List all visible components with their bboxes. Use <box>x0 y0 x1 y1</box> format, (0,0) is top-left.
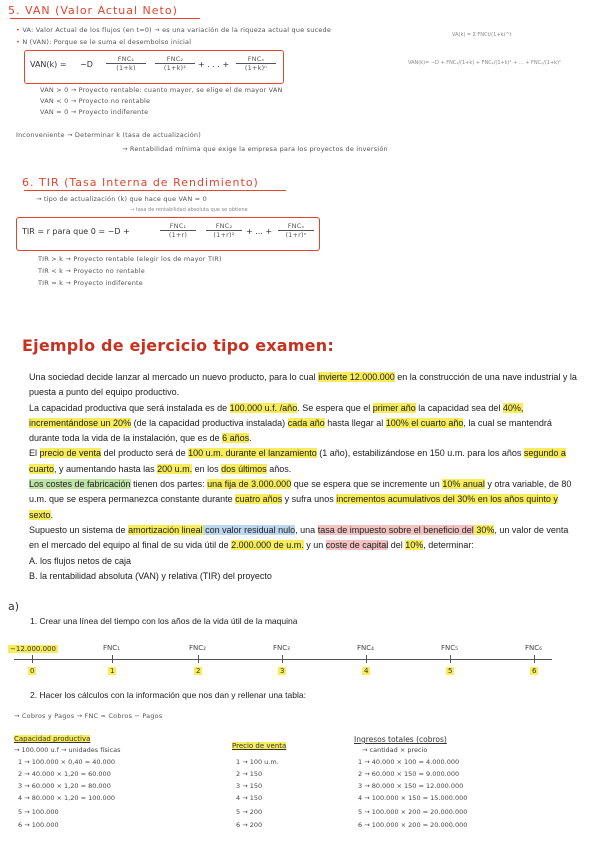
timeline-axis <box>14 659 552 660</box>
tir-line-1: → tipo de actualización (k) que hace que VAN = 0 <box>36 195 207 203</box>
tick-6 <box>534 655 535 663</box>
timeline-fnc-2: FNC₂ <box>189 644 206 652</box>
tick-1 <box>112 655 113 663</box>
tir-rule-2: TIR < k → Proyecto no rentable <box>38 267 145 275</box>
year-5: 5 <box>448 667 453 675</box>
tir-term-n: FNCₙ (1+r)ⁿ <box>278 222 314 239</box>
timeline-initial-investment: −12.000.000 <box>10 645 56 653</box>
step-2: 2. Hacer los cálculos con la información que nos dan y rellenar una tabla: <box>30 690 306 700</box>
question-b: B. la rentabilidad absoluta (VAN) y relativa (TIR) del proyecto <box>29 570 272 581</box>
col-ingresos-row: 2 → 60.000 × 150 = 9.000.000 <box>358 770 460 778</box>
van-inconveniente: Inconveniente → Determinar k (tasa de actualización) <box>16 131 201 139</box>
col-precio-head: Precio de venta <box>232 742 287 750</box>
tir-line-2: → tasa de rentabilidad absoluta que se obtiene <box>130 207 248 213</box>
paragraph-capacity: La capacidad productiva que será instalada es de 100.000 u.f. /año. Se espera que el primer año la capacidad sea del 40%, incrementándose un 20% (de la capacidad productiva instalada) cada año hasta llegar al 100% el cuarto año, la cual se mantendrá durante toda la vida de la instalación, que es de 6 años. <box>29 402 552 444</box>
part-a-label: a) <box>8 600 20 613</box>
van-formula-dots: + . . . + <box>198 60 230 69</box>
tick-4 <box>366 655 367 663</box>
van-bullet-1: • VA: Valor Actual de los flujos (en t=0) → es una variación de la riqueza actual que sucede <box>16 26 332 34</box>
timeline-fnc-1: FNC₁ <box>103 644 120 652</box>
tick-3 <box>282 655 283 663</box>
tick-5 <box>450 655 451 663</box>
col-capacidad-row: 1 → 100.000 × 0,40 = 40.000 <box>18 758 115 766</box>
van-rule-1: VAN > 0 → Proyecto rentable: cuanto mayor, se elige el de mayor VAN <box>40 86 283 94</box>
timeline-fnc-6: FNC₆ <box>525 644 542 652</box>
step-1: 1. Crear una línea del tiempo con los años de la vida útil de la maquina <box>30 616 298 626</box>
col-ingresos-sub: → cantidad × precio <box>362 746 428 754</box>
paragraph-costs: Los costes de fabricación tienen dos partes: una fija de 3.000.000 que se espera que se incremente un 10% anual y otra variable, de 80 u.m. que se espera permanezca constante durante cuatro años y sufra unos incrementos acumulativos del 30% en los años quinto y sexto. <box>29 479 572 520</box>
year-4: 4 <box>364 667 369 675</box>
col-capacidad-row: 2 → 40.000 × 1,20 = 60.000 <box>18 770 111 778</box>
col-precio-row: 5 → 200 <box>236 808 263 816</box>
tir-term-1: FNC₁ (1+r) <box>160 222 196 239</box>
col-ingresos-row: 6 → 100.000 × 200 = 20.000.000 <box>358 821 468 829</box>
tir-rule-3: TIR = k → Proyecto indiferente <box>38 279 143 287</box>
van-bullet-2: • N (VAN): Porque se le suma el desembolso inicial <box>16 38 192 46</box>
van-term-n: FNCₙ (1+k)ⁿ <box>236 55 276 72</box>
exam-title: Ejemplo de ejercicio tipo examen: <box>22 336 334 355</box>
cobros-pagos-line: → Cobros y Pagos → FNC = Cobros − Pagos <box>14 712 163 720</box>
col-precio-row: 6 → 200 <box>236 821 263 829</box>
van-rentabilidad-minima: → Rentabilidad mínima que exige la empresa para los proyectos de inversión <box>122 145 388 153</box>
van-formula-lhs: VAN(k) = <box>30 60 67 69</box>
van-term-2: FNC₂ (1+k)² <box>155 55 195 72</box>
col-capacidad-row: 4 → 80.000 × 1,20 = 100.000 <box>18 794 115 802</box>
tir-formula-lhs: TIR = r para que 0 = −D + <box>22 227 130 236</box>
paragraph-investment: Una sociedad decide lanzar al mercado un nuevo producto, para lo cual invierte 12.000.000 en la construcción de una nave industrial y la puesta a punto del equipo productivo. <box>29 372 577 398</box>
col-precio-row: 2 → 150 <box>236 770 263 778</box>
van-term-1: FNC₁ (1+k) <box>106 55 146 72</box>
van-side-note-1: VA(k) = Σ FNCt/(1+k)^t <box>452 32 512 38</box>
tir-heading: 6. TIR (Tasa Interna de Rendimiento) <box>22 176 259 189</box>
tir-heading-underline <box>24 190 286 191</box>
van-rule-3: VAN = 0 → Proyecto indiferente <box>40 108 149 116</box>
tir-formula-dots: + ... + <box>246 227 273 236</box>
col-capacidad-row: 5 → 100.000 <box>18 808 59 816</box>
tir-rule-1: TIR > k → Proyecto rentable (elegir los de mayor TIR) <box>38 255 222 263</box>
col-capacidad-row: 6 → 100.000 <box>18 821 59 829</box>
exam-statement <box>29 370 577 584</box>
col-ingresos-row: 1 → 40.000 × 100 = 4.000.000 <box>358 758 460 766</box>
van-formula-d: −D <box>80 60 93 69</box>
van-heading: 5. VAN (Valor Actual Neto) <box>8 4 178 17</box>
col-precio-row: 4 → 150 <box>236 794 263 802</box>
col-ingresos-row: 4 → 100.000 × 150 = 15.000.000 <box>358 794 468 802</box>
question-a: A. los flujos netos de caja <box>29 555 132 566</box>
col-capacidad-head: Capacidad productiva <box>14 735 91 743</box>
col-ingresos-row: 3 → 80.000 × 150 = 12.000.000 <box>358 782 464 790</box>
year-3: 3 <box>280 667 285 675</box>
year-1: 1 <box>110 667 115 675</box>
col-capacidad-row: → 100.000 u.f → unidades físicas <box>14 746 121 754</box>
van-side-note-2: VAN(k)= −D + FNC₁/(1+k) + FNC₂/(1+k)² + ... + FNCₙ/(1+k)ⁿ <box>408 60 561 66</box>
year-0: 0 <box>30 667 35 675</box>
timeline-fnc-3: FNC₃ <box>273 644 290 652</box>
col-capacidad-row: 3 → 60.000 × 1,20 = 80.000 <box>18 782 111 790</box>
timeline-fnc-5: FNC₅ <box>441 644 458 652</box>
tick-2 <box>198 655 199 663</box>
paragraph-assumptions: Supuesto un sistema de amortización lineal con valor residual nulo, una tasa de impuesto sobre el beneficio del 30%, un valor de venta en el mercado del equipo al final de su vida útil de 2.000.000 de u.m. y un coste de capital del 10%, determinar: <box>29 524 569 551</box>
van-rule-2: VAN < 0 → Proyecto no rentable <box>40 97 151 105</box>
tick-0 <box>32 655 33 663</box>
van-heading-underline <box>10 18 200 19</box>
tir-term-2: FNC₂ (1+r)² <box>206 222 242 239</box>
col-precio-row: 3 → 150 <box>236 782 263 790</box>
paragraph-price: El precio de venta del producto será de 100 u.m. durante el lanzamiento (1 año), estabilizándose en 150 u.m. para los años segundo a cuarto, y aumentando hasta las 200 u.m. en los dos últimos años. <box>29 448 566 474</box>
year-6: 6 <box>532 667 537 675</box>
col-precio-row: 1 → 100 u.m. <box>236 758 279 766</box>
timeline-fnc-4: FNC₄ <box>357 644 374 652</box>
col-ingresos-row: 5 → 100.000 × 200 = 20.000.000 <box>358 808 468 816</box>
col-ingresos-head: Ingresos totales (cobros) <box>354 735 447 744</box>
year-2: 2 <box>196 667 201 675</box>
